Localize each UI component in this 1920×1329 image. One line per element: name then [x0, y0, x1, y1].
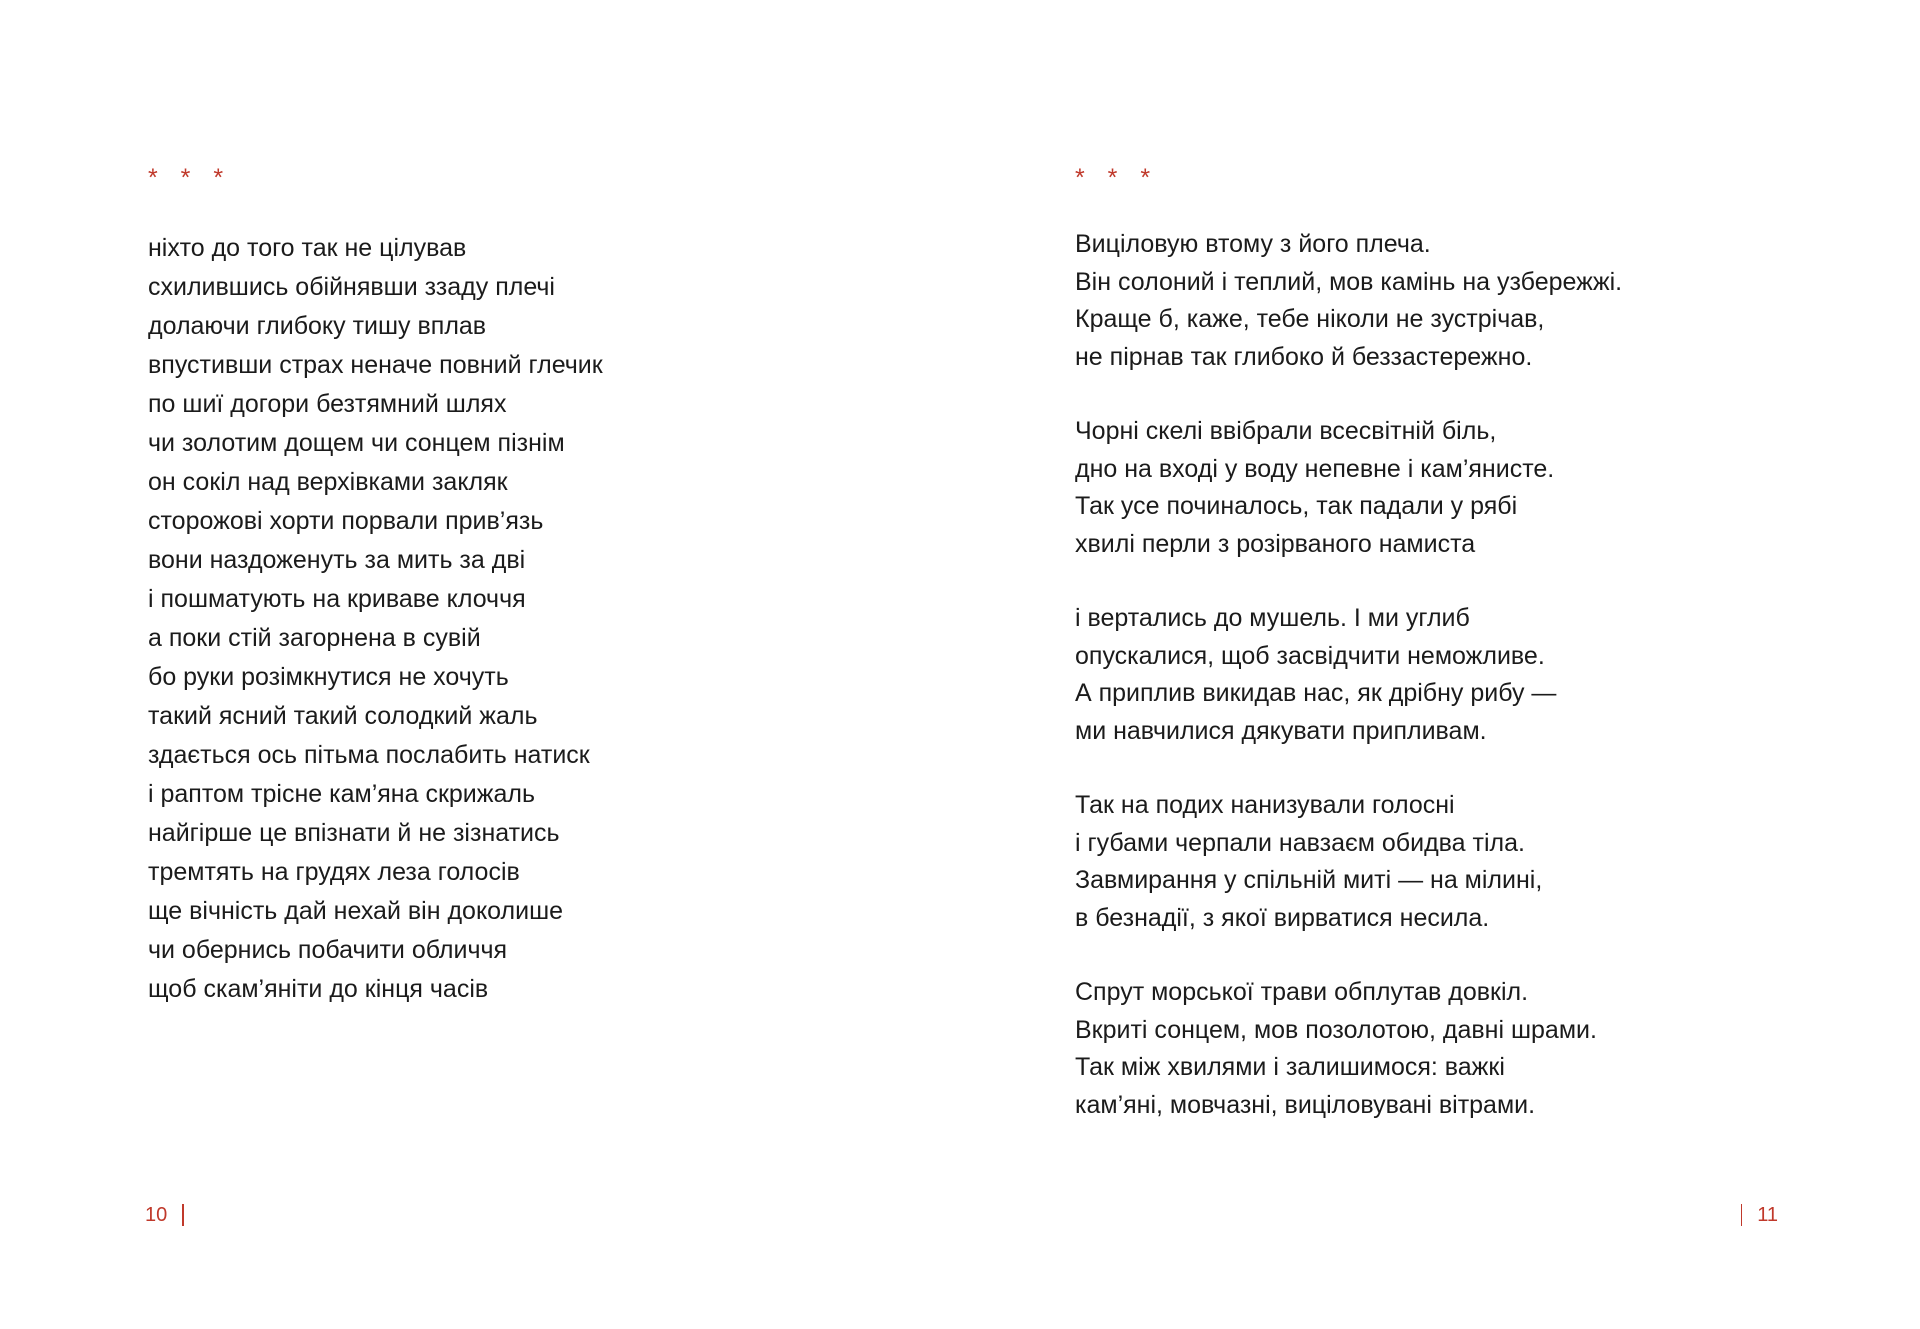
section-ornament: * * * [148, 164, 232, 192]
poem-line: Чорні скелі ввібрали всесвітній біль, [1075, 417, 1497, 445]
page-number-left [145, 1203, 184, 1227]
poem-line: ніхто до того так не цілував [148, 234, 467, 262]
right-page [960, 0, 1920, 1329]
folio-divider [1741, 1204, 1743, 1226]
page-number: 10 [145, 1204, 168, 1226]
poem-line: Вкриті сонцем, мов позолотою, давні шрами. [1075, 1015, 1597, 1044]
poem-line: вони наздоженуть за мить за дві [148, 546, 526, 574]
poem-line: по шиї догори безтямний шлях [148, 390, 507, 418]
poem-line: кам’яні, мовчазні, виціловувані вітрами. [1075, 1090, 1536, 1119]
poem-right [1075, 226, 1622, 1124]
poem-line: і пошматують на криваве клоччя [148, 585, 526, 613]
poem-line: здається ось пітьма послабить натиск [148, 741, 590, 769]
poem-line: дно на вході у воду непевне і кам’янисте. [1075, 454, 1555, 483]
folio-divider [182, 1204, 184, 1226]
poem-line: і вертались до мушель. І ми углиб [1075, 604, 1470, 632]
poem-line: Виціловую втому з його плеча. [1075, 230, 1431, 258]
poem-line: Краще б, каже, тебе ніколи не зустрічав, [1075, 305, 1545, 333]
poem-line: хвилі перли з розірваного намиста [1075, 529, 1476, 558]
poem-line: щоб скам’яніти до кінця часів [148, 975, 489, 1003]
poem-line: а поки стій загорнена в сувій [148, 624, 481, 652]
poem-line: он сокіл над верхівками закляк [148, 468, 508, 496]
poem-line: Спрут морської трави обплутав довкіл. [1075, 978, 1529, 1006]
poem-line: бо руки розімкнутися не хочуть [148, 663, 509, 691]
stanza [1075, 413, 1622, 563]
poem-line: Так між хвилями і залишимося: важкі [1075, 1053, 1505, 1081]
poem-line: і раптом трісне кам’яна скрижаль [148, 780, 535, 808]
poem-line: Він солоний і теплий, мов камінь на узбережжі. [1075, 267, 1623, 296]
stanza [1075, 974, 1622, 1124]
page-number-right [1741, 1203, 1778, 1227]
poem-line: сторожові хорти порвали прив’язь [148, 507, 544, 535]
poem-line: ми навчилися дякувати припливам. [1075, 716, 1487, 745]
poem-line: не пірнав так глибоко й беззастережно. [1075, 342, 1533, 371]
poem-line: і губами черпали навзаєм обидва тіла. [1075, 828, 1525, 857]
poem-line: ще вічність дай нехай він доколише [148, 897, 564, 925]
poem-left [148, 229, 603, 1009]
poem-line: тремтять на грудях леза голосів [148, 858, 520, 886]
poem-line: Завмирання у спільній миті — на мілині, [1075, 866, 1543, 894]
section-ornament: * * * [1075, 164, 1159, 192]
poem-line: Так на подих нанизували голосні [1075, 791, 1455, 819]
poem-line: чи обернись побачити обличчя [148, 936, 508, 964]
poem-line: долаючи глибоку тишу вплав [148, 312, 487, 340]
poem-line: опускалися, щоб засвідчити неможливе. [1075, 641, 1545, 670]
stanza [1075, 600, 1622, 750]
poem-line: впустивши страх неначе повний глечик [148, 351, 603, 379]
page-number: 11 [1757, 1204, 1778, 1226]
poem-line: Так усе починалось, так падали у рябі [1075, 492, 1518, 520]
poem-line: схилившись обійнявши ззаду плечі [148, 273, 555, 301]
stanza [1075, 787, 1622, 937]
poem-line: в безнадії, з якої вирватися несила. [1075, 903, 1490, 932]
poem-line: А приплив викидав нас, як дрібну рибу — [1075, 679, 1557, 707]
poem-line: чи золотим дощем чи сонцем пізнім [148, 429, 565, 457]
poem-line: такий ясний такий солодкий жаль [148, 702, 538, 730]
stanza [1075, 226, 1622, 376]
poem-line: найгірше це впізнати й не зізнатись [148, 819, 560, 847]
